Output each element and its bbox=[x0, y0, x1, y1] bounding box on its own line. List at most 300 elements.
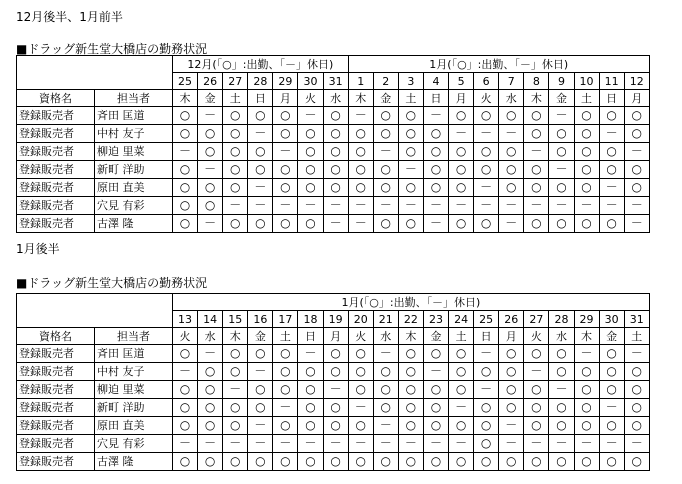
staff-name-cell: 原田 直美 bbox=[95, 417, 173, 435]
date-cell: 31 bbox=[624, 311, 649, 328]
attendance-mark: ○ bbox=[474, 143, 499, 161]
attendance-mark: － bbox=[499, 215, 524, 233]
attendance-mark: ○ bbox=[198, 453, 223, 471]
attendance-mark: ○ bbox=[248, 215, 273, 233]
attendance-mark: － bbox=[624, 197, 649, 215]
attendance-mark: － bbox=[574, 435, 599, 453]
attendance-mark: ○ bbox=[223, 453, 248, 471]
attendance-mark: ○ bbox=[173, 381, 198, 399]
attendance-mark: ○ bbox=[449, 215, 474, 233]
staff-name-cell: 穴見 有彩 bbox=[95, 435, 173, 453]
attendance-mark: ○ bbox=[298, 125, 323, 143]
qualification-cell: 登録販売者 bbox=[17, 399, 95, 417]
person-column-header: 担当者 bbox=[95, 90, 173, 107]
staff-row bbox=[17, 453, 650, 471]
attendance-mark: － bbox=[599, 125, 624, 143]
attendance-mark: ○ bbox=[499, 161, 524, 179]
qualification-cell: 登録販売者 bbox=[17, 345, 95, 363]
attendance-mark: ○ bbox=[398, 453, 423, 471]
weekday-cell: 金 bbox=[198, 90, 223, 107]
attendance-mark: － bbox=[248, 125, 273, 143]
qualification-cell: 登録販売者 bbox=[17, 143, 95, 161]
attendance-mark: ○ bbox=[323, 453, 348, 471]
attendance-mark: ○ bbox=[474, 107, 499, 125]
staff-row bbox=[17, 345, 650, 363]
attendance-mark: ○ bbox=[323, 161, 348, 179]
attendance-mark: ○ bbox=[549, 179, 574, 197]
attendance-mark: ○ bbox=[298, 161, 323, 179]
staff-row bbox=[17, 399, 650, 417]
attendance-mark: ○ bbox=[474, 215, 499, 233]
attendance-mark: ○ bbox=[398, 107, 423, 125]
attendance-mark: ○ bbox=[474, 399, 499, 417]
attendance-mark: ○ bbox=[323, 363, 348, 381]
attendance-mark: ○ bbox=[624, 453, 649, 471]
schedule-title-2: ■ドラッグ新生堂大橋店の勤務状況 bbox=[16, 276, 208, 290]
attendance-mark: ○ bbox=[499, 399, 524, 417]
attendance-mark: － bbox=[499, 435, 524, 453]
attendance-mark: － bbox=[273, 435, 298, 453]
schedule-grid bbox=[16, 55, 650, 233]
attendance-mark: － bbox=[474, 381, 499, 399]
attendance-mark: ○ bbox=[574, 399, 599, 417]
attendance-mark: ○ bbox=[624, 363, 649, 381]
attendance-mark: － bbox=[373, 143, 398, 161]
date-cell: 23 bbox=[423, 311, 448, 328]
attendance-mark: ○ bbox=[398, 417, 423, 435]
attendance-mark: ○ bbox=[499, 107, 524, 125]
attendance-mark: ○ bbox=[474, 161, 499, 179]
attendance-mark: － bbox=[173, 143, 198, 161]
weekday-cell: 日 bbox=[599, 90, 624, 107]
attendance-mark: ○ bbox=[449, 381, 474, 399]
attendance-mark: ○ bbox=[624, 399, 649, 417]
attendance-mark: － bbox=[323, 381, 348, 399]
attendance-mark: ○ bbox=[248, 107, 273, 125]
attendance-mark: ○ bbox=[373, 161, 398, 179]
date-cell: 16 bbox=[248, 311, 273, 328]
staff-name-cell: 古澤 隆 bbox=[95, 215, 173, 233]
attendance-mark: ○ bbox=[348, 125, 373, 143]
attendance-mark: ○ bbox=[223, 161, 248, 179]
attendance-mark: － bbox=[398, 161, 423, 179]
attendance-mark: ○ bbox=[624, 161, 649, 179]
attendance-mark: ○ bbox=[373, 363, 398, 381]
date-cell: 24 bbox=[449, 311, 474, 328]
staff-row bbox=[17, 381, 650, 399]
attendance-mark: － bbox=[599, 399, 624, 417]
attendance-mark: ○ bbox=[348, 453, 373, 471]
attendance-mark: ○ bbox=[398, 363, 423, 381]
weekday-cell: 日 bbox=[298, 328, 323, 345]
weekday-cell: 土 bbox=[574, 90, 599, 107]
qualification-cell: 登録販売者 bbox=[17, 197, 95, 215]
attendance-mark: ○ bbox=[173, 345, 198, 363]
attendance-mark: － bbox=[549, 381, 574, 399]
attendance-mark: ○ bbox=[373, 399, 398, 417]
weekday-cell: 土 bbox=[398, 90, 423, 107]
attendance-mark: ○ bbox=[549, 363, 574, 381]
date-cell: 21 bbox=[373, 311, 398, 328]
attendance-mark: ○ bbox=[273, 345, 298, 363]
qualification-column-header: 資格名 bbox=[17, 90, 95, 107]
weekday-cell: 月 bbox=[499, 328, 524, 345]
date-cell: 26 bbox=[198, 73, 223, 90]
attendance-mark: ○ bbox=[398, 143, 423, 161]
weekday-cell: 日 bbox=[423, 90, 448, 107]
header-blank-cell bbox=[17, 294, 173, 328]
attendance-mark: － bbox=[549, 435, 574, 453]
weekday-cell: 火 bbox=[474, 90, 499, 107]
attendance-mark: ○ bbox=[599, 381, 624, 399]
attendance-mark: ○ bbox=[423, 417, 448, 435]
attendance-mark: － bbox=[298, 197, 323, 215]
attendance-mark: ○ bbox=[449, 107, 474, 125]
attendance-mark: － bbox=[474, 125, 499, 143]
date-cell: 27 bbox=[223, 73, 248, 90]
attendance-mark: － bbox=[273, 143, 298, 161]
attendance-mark: ○ bbox=[273, 453, 298, 471]
weekday-cell: 火 bbox=[298, 90, 323, 107]
attendance-mark: － bbox=[348, 399, 373, 417]
qualification-cell: 登録販売者 bbox=[17, 125, 95, 143]
attendance-mark: － bbox=[198, 107, 223, 125]
weekday-cell: 火 bbox=[348, 328, 373, 345]
attendance-mark: ○ bbox=[423, 399, 448, 417]
attendance-mark: － bbox=[298, 435, 323, 453]
attendance-mark: ○ bbox=[273, 381, 298, 399]
attendance-mark: ○ bbox=[273, 417, 298, 435]
staff-name-cell: 中村 友子 bbox=[95, 125, 173, 143]
attendance-mark: ○ bbox=[323, 107, 348, 125]
attendance-mark: － bbox=[173, 363, 198, 381]
attendance-mark: ○ bbox=[624, 107, 649, 125]
staff-name-cell: 穴見 有彩 bbox=[95, 197, 173, 215]
attendance-mark: ○ bbox=[499, 363, 524, 381]
attendance-mark: ○ bbox=[599, 363, 624, 381]
attendance-mark: － bbox=[449, 197, 474, 215]
attendance-mark: ○ bbox=[348, 179, 373, 197]
attendance-mark: ○ bbox=[449, 453, 474, 471]
date-cell: 27 bbox=[524, 311, 549, 328]
weekday-cell: 水 bbox=[499, 90, 524, 107]
weekday-cell: 月 bbox=[323, 328, 348, 345]
attendance-mark: － bbox=[373, 417, 398, 435]
attendance-mark: ○ bbox=[373, 453, 398, 471]
attendance-mark: ○ bbox=[223, 143, 248, 161]
attendance-mark: ○ bbox=[624, 417, 649, 435]
attendance-mark: － bbox=[373, 435, 398, 453]
page-heading: 12月後半、1月前半 bbox=[16, 10, 123, 24]
attendance-mark: － bbox=[499, 197, 524, 215]
attendance-mark: － bbox=[248, 179, 273, 197]
attendance-mark: ○ bbox=[348, 161, 373, 179]
weekday-cell: 木 bbox=[348, 90, 373, 107]
attendance-mark: ○ bbox=[599, 107, 624, 125]
attendance-mark: ○ bbox=[398, 381, 423, 399]
date-cell: 1 bbox=[348, 73, 373, 90]
attendance-mark: ○ bbox=[323, 417, 348, 435]
attendance-mark: － bbox=[449, 125, 474, 143]
staff-name-cell: 古澤 隆 bbox=[95, 453, 173, 471]
attendance-mark: ○ bbox=[599, 417, 624, 435]
staff-row bbox=[17, 179, 650, 197]
attendance-mark: ○ bbox=[273, 107, 298, 125]
attendance-mark: － bbox=[373, 345, 398, 363]
weekday-cell: 水 bbox=[323, 90, 348, 107]
header-blank-cell bbox=[17, 56, 173, 90]
attendance-mark: ○ bbox=[499, 345, 524, 363]
attendance-mark: － bbox=[549, 161, 574, 179]
weekday-cell: 水 bbox=[373, 328, 398, 345]
date-cell: 30 bbox=[298, 73, 323, 90]
date-cell: 29 bbox=[273, 73, 298, 90]
weekday-row bbox=[17, 328, 650, 345]
attendance-mark: ○ bbox=[524, 345, 549, 363]
attendance-mark: ○ bbox=[398, 399, 423, 417]
attendance-mark: ○ bbox=[449, 161, 474, 179]
qualification-cell: 登録販売者 bbox=[17, 179, 95, 197]
attendance-mark: ○ bbox=[173, 215, 198, 233]
attendance-mark: － bbox=[499, 417, 524, 435]
date-cell: 9 bbox=[549, 73, 574, 90]
month-header: 1月(「○」:出勤、「－」休日) bbox=[173, 294, 650, 311]
qualification-cell: 登録販売者 bbox=[17, 453, 95, 471]
attendance-mark: ○ bbox=[574, 125, 599, 143]
attendance-mark: － bbox=[624, 215, 649, 233]
attendance-mark: － bbox=[248, 417, 273, 435]
attendance-mark: ○ bbox=[599, 453, 624, 471]
attendance-mark: － bbox=[499, 125, 524, 143]
date-cell: 20 bbox=[348, 311, 373, 328]
attendance-mark: ○ bbox=[574, 107, 599, 125]
attendance-mark: ○ bbox=[198, 179, 223, 197]
attendance-mark: ○ bbox=[524, 399, 549, 417]
staff-name-cell: 新町 洋助 bbox=[95, 161, 173, 179]
attendance-mark: ○ bbox=[549, 417, 574, 435]
attendance-mark: ○ bbox=[499, 381, 524, 399]
qualification-cell: 登録販売者 bbox=[17, 381, 95, 399]
attendance-mark: ○ bbox=[449, 363, 474, 381]
attendance-mark: ○ bbox=[198, 417, 223, 435]
attendance-mark: ○ bbox=[449, 143, 474, 161]
attendance-mark: ○ bbox=[223, 125, 248, 143]
attendance-mark: ○ bbox=[198, 143, 223, 161]
attendance-mark: － bbox=[273, 197, 298, 215]
date-cell: 7 bbox=[499, 73, 524, 90]
date-cell: 22 bbox=[398, 311, 423, 328]
attendance-mark: ○ bbox=[173, 417, 198, 435]
attendance-mark: ○ bbox=[474, 417, 499, 435]
staff-row bbox=[17, 363, 650, 381]
attendance-mark: ○ bbox=[373, 125, 398, 143]
attendance-mark: ○ bbox=[524, 107, 549, 125]
staff-row bbox=[17, 435, 650, 453]
attendance-mark: ○ bbox=[298, 143, 323, 161]
attendance-mark: ○ bbox=[173, 125, 198, 143]
attendance-mark: ○ bbox=[574, 215, 599, 233]
weekday-cell: 日 bbox=[248, 90, 273, 107]
attendance-mark: － bbox=[173, 435, 198, 453]
attendance-mark: － bbox=[423, 363, 448, 381]
staff-name-cell: 斉田 匡道 bbox=[95, 345, 173, 363]
staff-row bbox=[17, 197, 650, 215]
attendance-mark: ○ bbox=[549, 125, 574, 143]
attendance-mark: － bbox=[423, 215, 448, 233]
attendance-mark: － bbox=[599, 197, 624, 215]
attendance-mark: ○ bbox=[574, 363, 599, 381]
attendance-mark: － bbox=[198, 435, 223, 453]
attendance-mark: － bbox=[198, 345, 223, 363]
attendance-mark: ○ bbox=[323, 125, 348, 143]
attendance-mark: ○ bbox=[423, 381, 448, 399]
attendance-mark: － bbox=[624, 435, 649, 453]
staff-name-cell: 柳迫 里菜 bbox=[95, 381, 173, 399]
staff-row bbox=[17, 107, 650, 125]
attendance-mark: ○ bbox=[574, 179, 599, 197]
weekday-cell: 月 bbox=[624, 90, 649, 107]
date-cell: 4 bbox=[423, 73, 448, 90]
attendance-mark: － bbox=[423, 435, 448, 453]
date-cell: 25 bbox=[474, 311, 499, 328]
attendance-mark: － bbox=[574, 345, 599, 363]
weekday-cell: 土 bbox=[273, 328, 298, 345]
attendance-mark: ○ bbox=[298, 381, 323, 399]
attendance-mark: ○ bbox=[524, 215, 549, 233]
weekday-cell: 金 bbox=[248, 328, 273, 345]
attendance-mark: ○ bbox=[298, 215, 323, 233]
attendance-mark: － bbox=[624, 345, 649, 363]
attendance-mark: ○ bbox=[348, 143, 373, 161]
date-cell: 19 bbox=[323, 311, 348, 328]
weekday-cell: 木 bbox=[223, 328, 248, 345]
qualification-cell: 登録販売者 bbox=[17, 107, 95, 125]
attendance-mark: ○ bbox=[173, 399, 198, 417]
weekday-cell: 木 bbox=[524, 90, 549, 107]
qualification-cell: 登録販売者 bbox=[17, 215, 95, 233]
attendance-mark: － bbox=[449, 435, 474, 453]
date-cell: 2 bbox=[373, 73, 398, 90]
attendance-mark: － bbox=[323, 215, 348, 233]
attendance-mark: ○ bbox=[574, 417, 599, 435]
attendance-mark: ○ bbox=[398, 179, 423, 197]
attendance-mark: ○ bbox=[173, 179, 198, 197]
attendance-mark: ○ bbox=[373, 215, 398, 233]
attendance-mark: ○ bbox=[323, 179, 348, 197]
attendance-mark: ○ bbox=[423, 345, 448, 363]
attendance-mark: ○ bbox=[574, 161, 599, 179]
staff-name-cell: 原田 直美 bbox=[95, 179, 173, 197]
attendance-mark: ○ bbox=[373, 381, 398, 399]
attendance-mark: ○ bbox=[273, 363, 298, 381]
attendance-mark: ○ bbox=[173, 161, 198, 179]
weekday-cell: 金 bbox=[373, 90, 398, 107]
date-cell: 28 bbox=[549, 311, 574, 328]
date-cell: 6 bbox=[474, 73, 499, 90]
attendance-mark: ○ bbox=[549, 399, 574, 417]
schedule-grid bbox=[16, 293, 650, 471]
attendance-mark: － bbox=[198, 161, 223, 179]
attendance-mark: － bbox=[549, 107, 574, 125]
attendance-mark: ○ bbox=[423, 125, 448, 143]
attendance-mark: ○ bbox=[524, 381, 549, 399]
month-header: 12月(「○」:出勤、「－」休日) bbox=[173, 56, 349, 73]
attendance-mark: ○ bbox=[348, 381, 373, 399]
date-cell: 25 bbox=[173, 73, 198, 90]
attendance-mark: － bbox=[273, 399, 298, 417]
month-header-row bbox=[17, 56, 650, 73]
schedule-title-1: ■ドラッグ新生堂大橋店の勤務状況 bbox=[16, 42, 208, 56]
attendance-mark: ○ bbox=[348, 417, 373, 435]
weekday-cell: 土 bbox=[449, 328, 474, 345]
attendance-mark: ○ bbox=[449, 345, 474, 363]
weekday-cell: 木 bbox=[574, 328, 599, 345]
attendance-mark: － bbox=[474, 197, 499, 215]
staff-row bbox=[17, 143, 650, 161]
attendance-mark: ○ bbox=[248, 345, 273, 363]
attendance-mark: ○ bbox=[273, 179, 298, 197]
attendance-mark: ○ bbox=[499, 453, 524, 471]
attendance-mark: ○ bbox=[223, 417, 248, 435]
attendance-mark: ○ bbox=[449, 179, 474, 197]
qualification-cell: 登録販売者 bbox=[17, 417, 95, 435]
attendance-mark: ○ bbox=[574, 381, 599, 399]
attendance-mark: ○ bbox=[449, 417, 474, 435]
date-cell: 13 bbox=[173, 311, 198, 328]
attendance-mark: ○ bbox=[524, 125, 549, 143]
attendance-mark: － bbox=[323, 435, 348, 453]
date-cell: 15 bbox=[223, 311, 248, 328]
attendance-mark: ○ bbox=[549, 453, 574, 471]
attendance-mark: － bbox=[348, 435, 373, 453]
attendance-mark: － bbox=[474, 345, 499, 363]
attendance-mark: ○ bbox=[298, 399, 323, 417]
weekday-cell: 水 bbox=[198, 328, 223, 345]
attendance-mark: － bbox=[524, 435, 549, 453]
date-cell: 8 bbox=[524, 73, 549, 90]
attendance-mark: － bbox=[223, 381, 248, 399]
date-cell: 17 bbox=[273, 311, 298, 328]
attendance-mark: ○ bbox=[323, 345, 348, 363]
attendance-mark: － bbox=[524, 197, 549, 215]
attendance-mark: － bbox=[223, 435, 248, 453]
attendance-mark: ○ bbox=[599, 345, 624, 363]
weekday-cell: 金 bbox=[599, 328, 624, 345]
attendance-mark: － bbox=[248, 197, 273, 215]
attendance-mark: － bbox=[624, 143, 649, 161]
attendance-mark: ○ bbox=[248, 161, 273, 179]
attendance-mark: － bbox=[398, 435, 423, 453]
attendance-mark: ○ bbox=[248, 453, 273, 471]
weekday-cell: 日 bbox=[474, 328, 499, 345]
weekday-cell: 月 bbox=[449, 90, 474, 107]
attendance-mark: ○ bbox=[474, 453, 499, 471]
attendance-mark: ○ bbox=[298, 179, 323, 197]
attendance-mark: ○ bbox=[223, 179, 248, 197]
date-cell: 26 bbox=[499, 311, 524, 328]
attendance-mark: ○ bbox=[524, 161, 549, 179]
attendance-mark: － bbox=[574, 197, 599, 215]
attendance-mark: ○ bbox=[248, 381, 273, 399]
staff-name-cell: 斉田 匡道 bbox=[95, 107, 173, 125]
attendance-mark: － bbox=[449, 399, 474, 417]
attendance-mark: ○ bbox=[298, 417, 323, 435]
date-cell: 11 bbox=[599, 73, 624, 90]
staff-name-cell: 柳迫 里菜 bbox=[95, 143, 173, 161]
date-cell: 5 bbox=[449, 73, 474, 90]
attendance-mark: － bbox=[423, 107, 448, 125]
attendance-mark: ○ bbox=[624, 179, 649, 197]
